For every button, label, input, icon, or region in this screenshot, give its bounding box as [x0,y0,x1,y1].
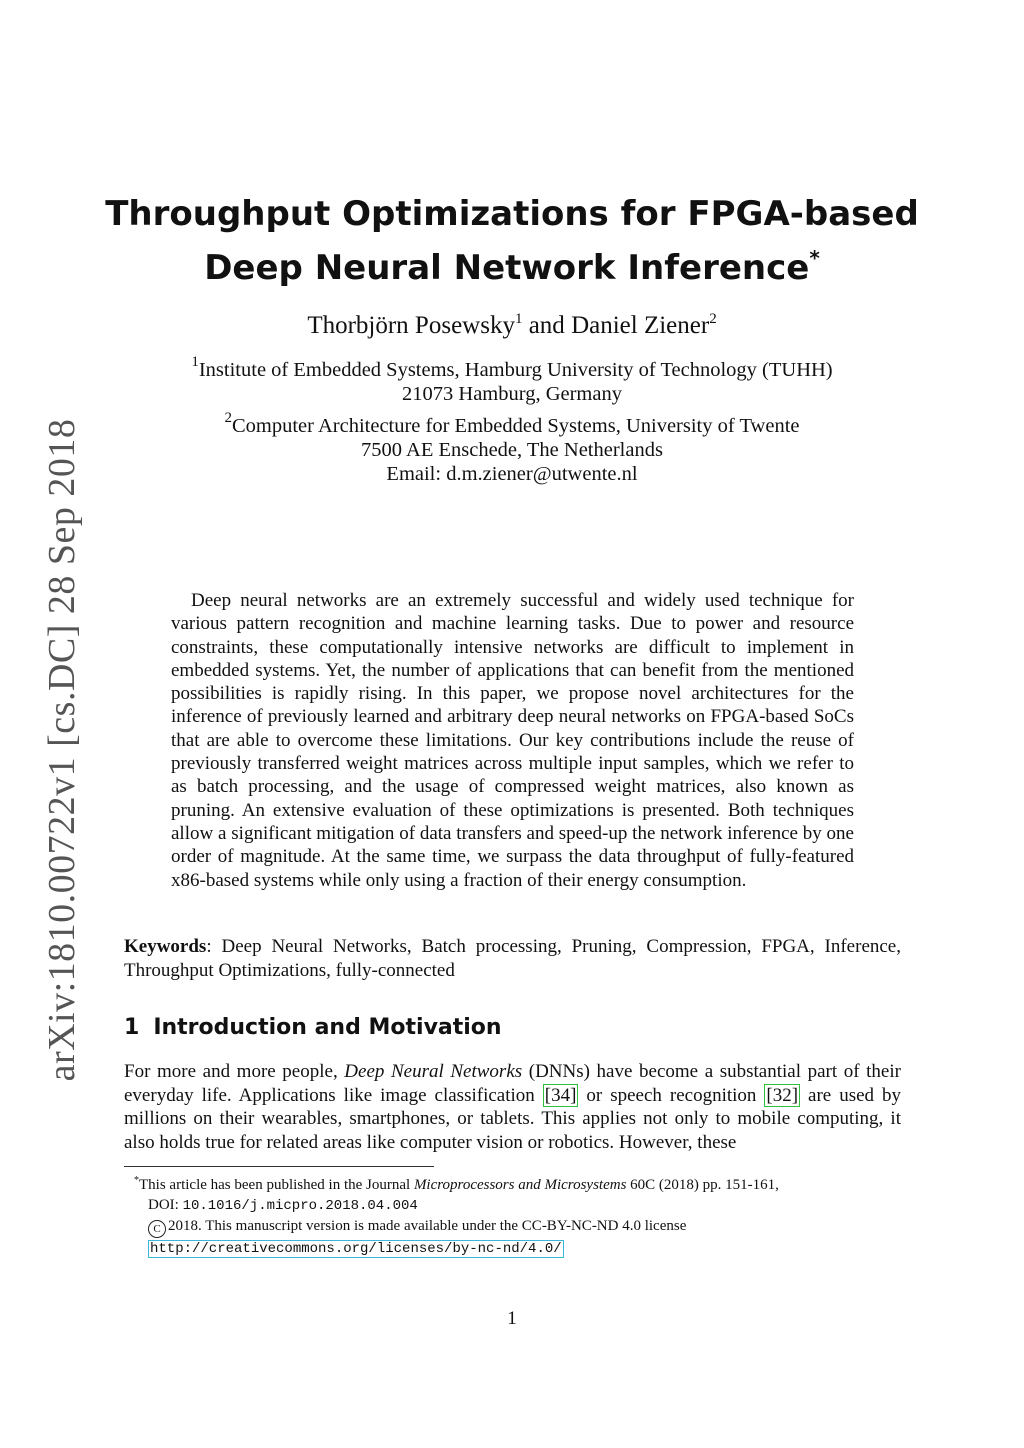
author-conjunction: and [522,312,572,339]
intro-text-c: or speech recognition [578,1084,765,1106]
affiliation-2-name: Computer Architecture for Embedded Systems, University of Twente [231,415,800,437]
footnote-doi-line [124,1195,901,1216]
affiliation-2-address: 7500 AE Enschede, The Netherlands [361,439,663,461]
page-number: 1 [507,1308,517,1329]
footnote-copyright-line [124,1216,901,1238]
contact-email: Email: d.m.ziener@utwente.nl [386,463,638,485]
doi-value: 10.1016/j.micpro.2018.04.004 [182,1198,418,1214]
footnote-marker: * [134,1175,139,1186]
footnote-text-a: This article has been published in the Journal [139,1177,414,1193]
title-line-2 [100,236,924,290]
intro-text-b: (DNNs) have become a substantial part of their everyday life. Applications like image classification [124,1061,901,1106]
abstract: Deep neural networks are an extremely successful and widely used technique for various pattern recognition and machine learning tasks. Due to power and resource constraints, these computationally intensive networks are difficult to implement in embedded systems. Yet, the number of applications that can benefit from the mentioned possibilities is rapidly rising. In this paper, we propose novel architectures for the inference of previously learned and arbitrary deep neural networks on FPGA-based SoCs that are able to overcome these limitations. Our key contributions include the reuse of previously transferred weight matrices across multiple input samples, which we refer to as batch processing, and the usage of compressed weight matrices, also known as pruning. An extensive evaluation of these optimizations is presented. Both techniques allow a significant mitigation of data transfers and speed-up the network inference by one order of magnitude. At the same time, we surpass the data throughput of fully-featured x86-based systems while only using a fraction of their energy consumption. [171,590,854,891]
license-url-link[interactable]: http://creativecommons.org/licenses/by-nc-nd/4.0/ [150,1241,562,1257]
section-title: Introduction and Motivation [153,1015,502,1040]
doi-label: DOI: [148,1197,183,1213]
author-list [100,304,924,341]
footnote-text-b: 60C (2018) pp. 151-161, [626,1177,779,1193]
keywords-list: : Deep Neural Networks, Batch processing, Pruning, Compression, FPGA, Inference, Throughput Optimizations, fully-connected [124,936,901,981]
citation-32-link[interactable]: [32] [766,1084,799,1106]
footnote-journal: Microprocessors and Microsystems [413,1177,627,1193]
footnote-line-1 [124,1171,901,1195]
title-line-1: Throughput Optimizations for FPGA-based [105,194,919,234]
affiliation-1-number: 1 [191,354,199,370]
affiliations [100,350,924,486]
title-footnote-marker: * [809,246,820,270]
section-number: 1 [124,1015,140,1040]
copyright-icon: C [148,1220,166,1238]
affiliation-1-name: Institute of Embedded Systems, Hamburg University of Technology (TUHH) [198,359,833,381]
intro-text-a: For more and more people, [124,1061,345,1082]
author-2: Daniel Ziener [571,312,710,339]
footnote [124,1171,901,1259]
footnote-rule [124,1166,434,1167]
author-2-affiliation: 2 [709,311,717,327]
intro-paragraph [124,1060,901,1154]
keywords-label: Keywords [124,936,207,957]
section-heading [124,1013,502,1043]
affiliation-1 [100,350,924,382]
keywords [124,935,901,982]
intro-text-d: are used by millions on their wearables, smartphones, or tablets. This applies not only to mobile computing, it also holds true for related areas like computer vision or robotics. However, these [124,1084,901,1153]
affiliation-2-number: 2 [224,410,232,426]
author-1: Thorbjörn Posewsky [307,312,515,339]
author-1-affiliation: 1 [514,311,523,327]
paper-title [100,192,924,290]
intro-emphasis: Deep Neural Networks [344,1061,523,1082]
citation-34-link[interactable]: [34] [544,1084,577,1106]
affiliation-1-address: 21073 Hamburg, Germany [402,383,622,405]
affiliation-2 [100,406,924,438]
copyright-text: 2018. This manuscript version is made available under the CC-BY-NC-ND 4.0 license [168,1218,687,1234]
title-line-2-text: Deep Neural Network Inference [204,248,810,288]
arxiv-identifier: arXiv:1810.00722v1 [cs.DC] 28 Sep 2018 [41,418,83,1082]
footnote-url-line [124,1238,901,1259]
